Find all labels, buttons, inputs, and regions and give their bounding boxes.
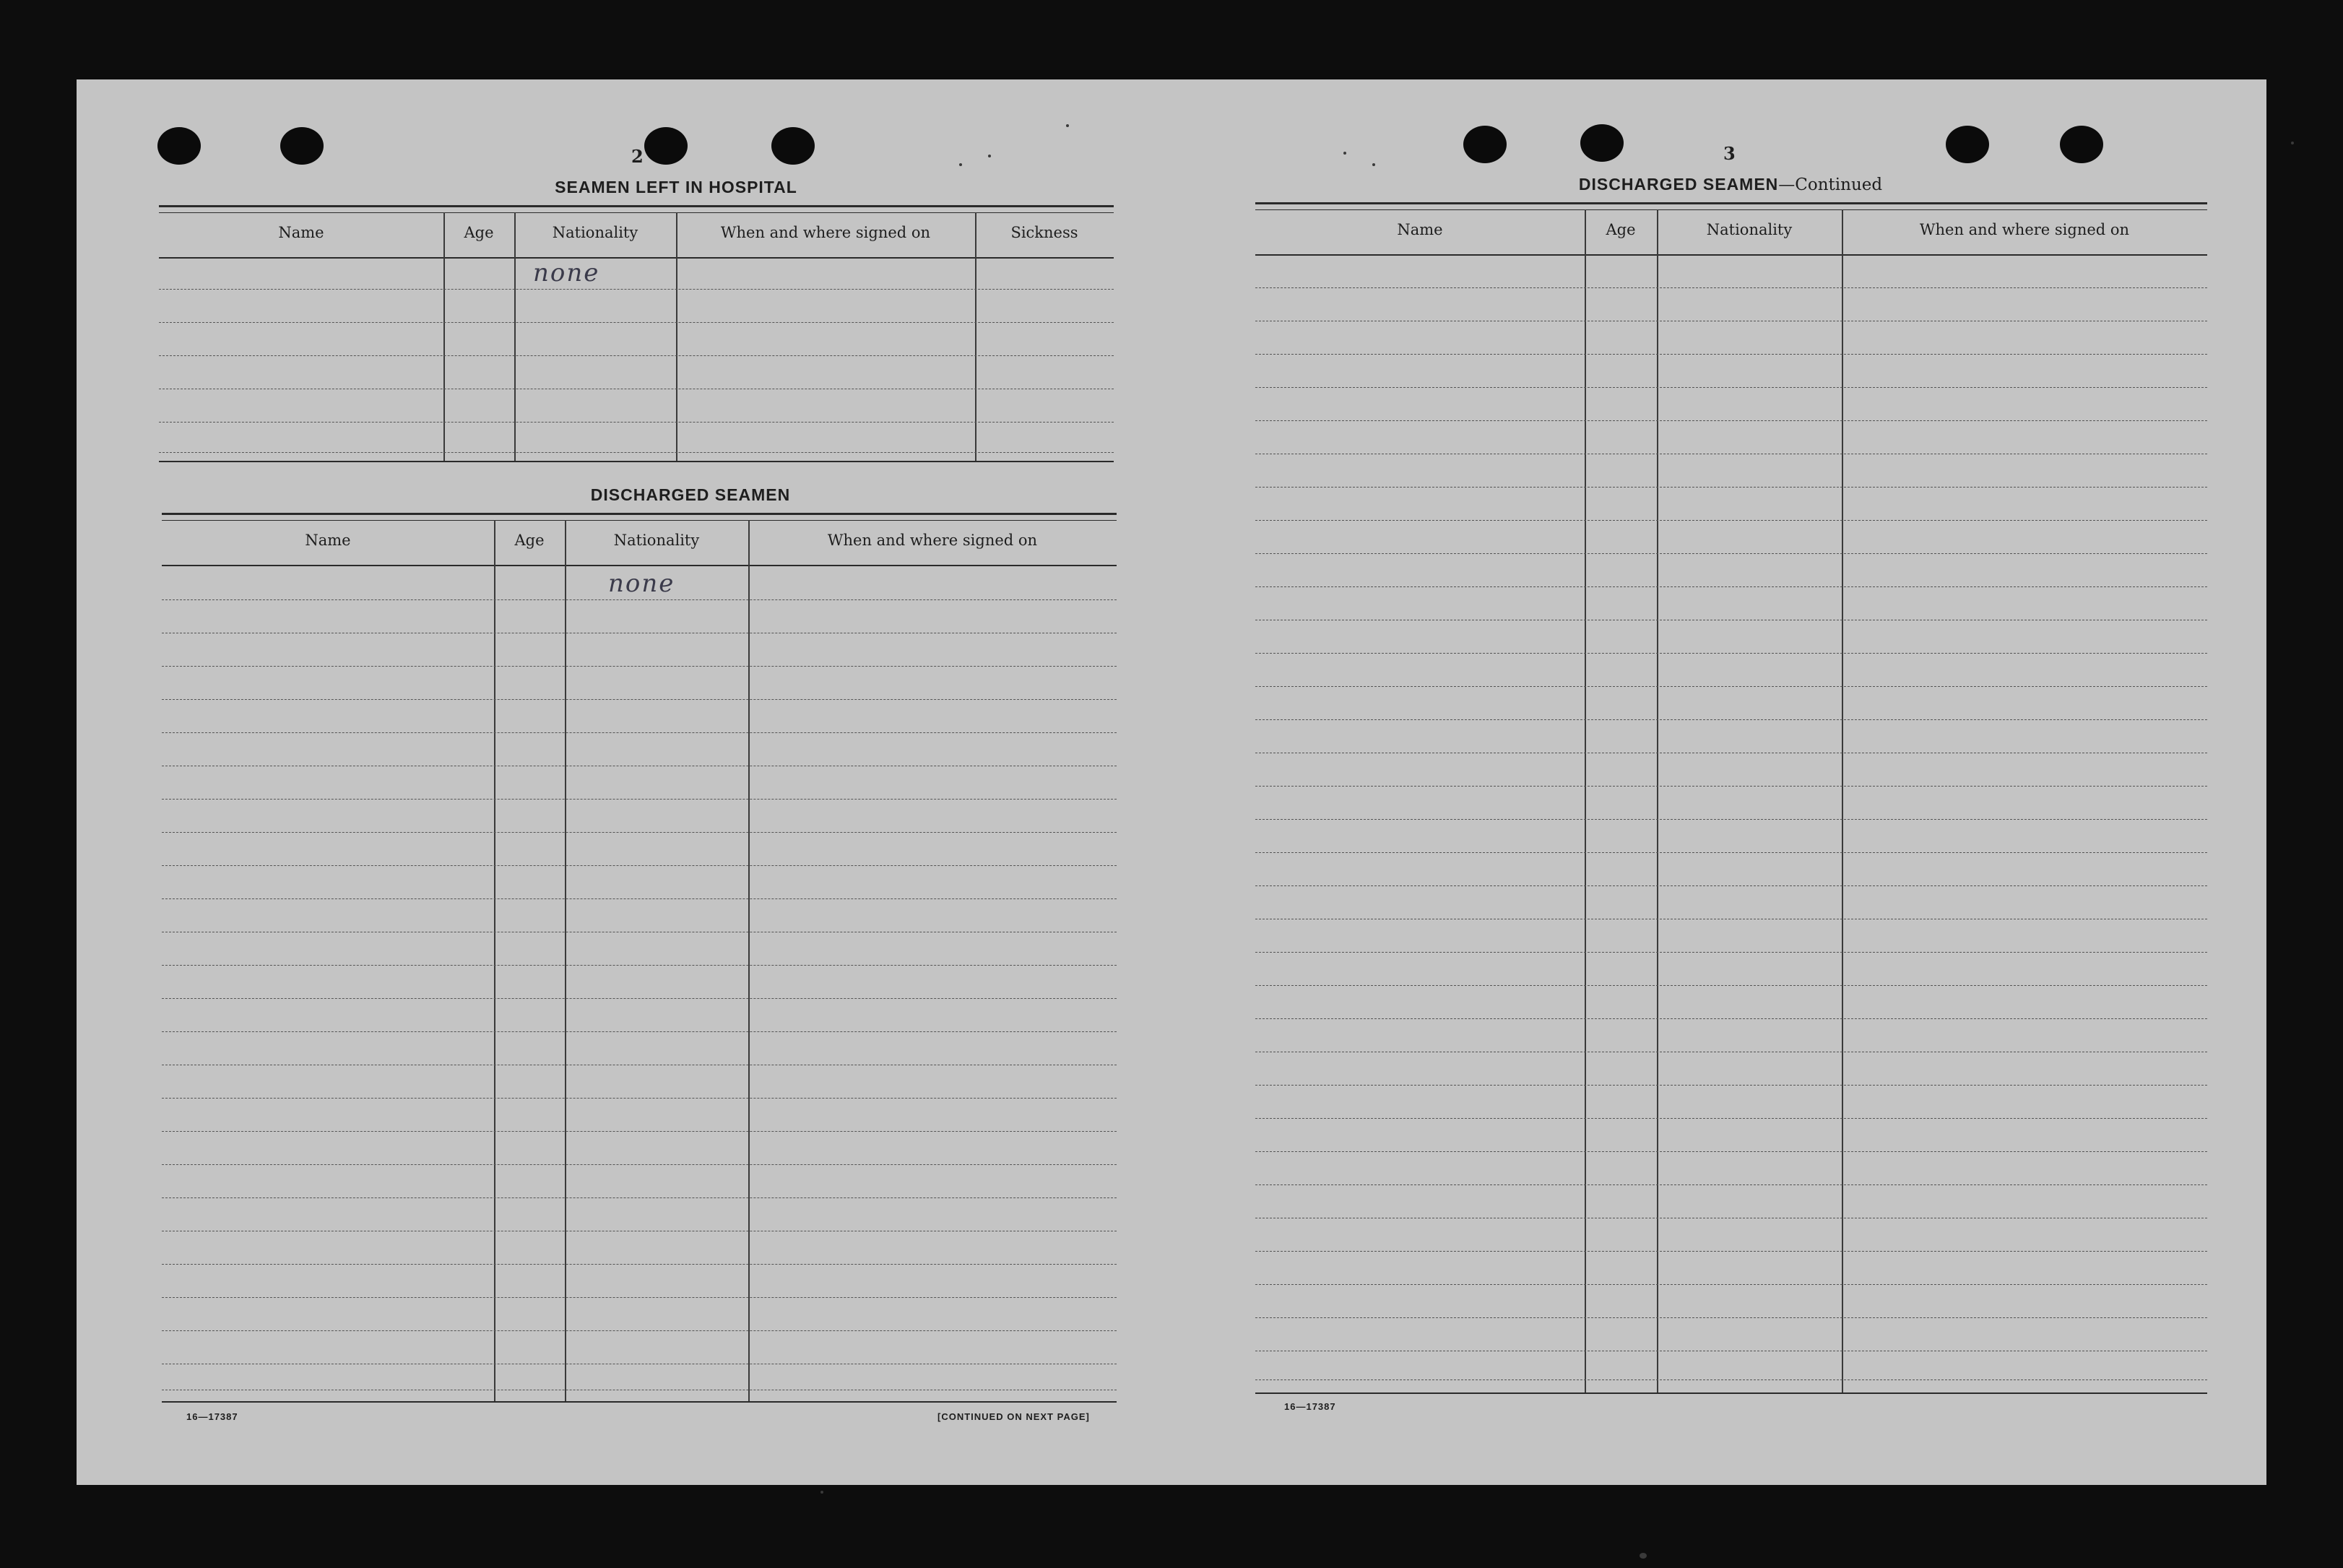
column-header-signed-on: When and where signed on <box>827 532 1038 549</box>
section-title-hospital: SEAMEN LEFT IN HOSPITAL <box>555 178 797 196</box>
column-header-signed-on: When and where signed on <box>1919 221 2130 238</box>
document-sheet <box>77 79 2266 1485</box>
punch-hole <box>644 127 688 165</box>
punch-hole <box>1463 126 1507 163</box>
punch-hole <box>771 127 815 165</box>
section-title-text: DISCHARGED SEAMEN <box>1578 175 1779 194</box>
discharged-continued-table <box>1255 202 2207 1416</box>
punch-hole <box>280 127 324 165</box>
page-number: 2 <box>631 146 644 167</box>
section-title-discharged-continued <box>1521 175 1940 194</box>
section-title-discharged: DISCHARGED SEAMEN <box>590 485 791 504</box>
column-header-sickness: Sickness <box>1010 224 1078 241</box>
column-header-nationality: Nationality <box>613 532 700 549</box>
page-number: 3 <box>1723 143 1736 164</box>
discharged-table <box>162 513 1117 1481</box>
column-header-age: Age <box>514 532 545 549</box>
handwritten-entry: none <box>533 259 600 287</box>
column-header-signed-on: When and where signed on <box>720 224 931 241</box>
punch-hole <box>157 127 201 165</box>
punch-hole <box>1580 124 1624 162</box>
punch-hole <box>2060 126 2103 163</box>
form-number: 16—17387 <box>186 1411 238 1422</box>
column-header-nationality: Nationality <box>552 224 638 241</box>
column-header-nationality: Nationality <box>1706 221 1793 238</box>
column-header-name: Name <box>305 532 351 549</box>
continued-note: [CONTINUED ON NEXT PAGE] <box>937 1411 1090 1422</box>
form-number: 16—17387 <box>1284 1401 1336 1412</box>
column-header-name: Name <box>1397 221 1443 238</box>
handwritten-entry: none <box>608 569 675 598</box>
punch-hole <box>1946 126 1989 163</box>
column-header-age: Age <box>1606 221 1636 238</box>
column-header-age: Age <box>464 224 494 241</box>
section-title-suffix: —Continued <box>1778 176 1883 194</box>
column-header-name: Name <box>278 224 324 241</box>
